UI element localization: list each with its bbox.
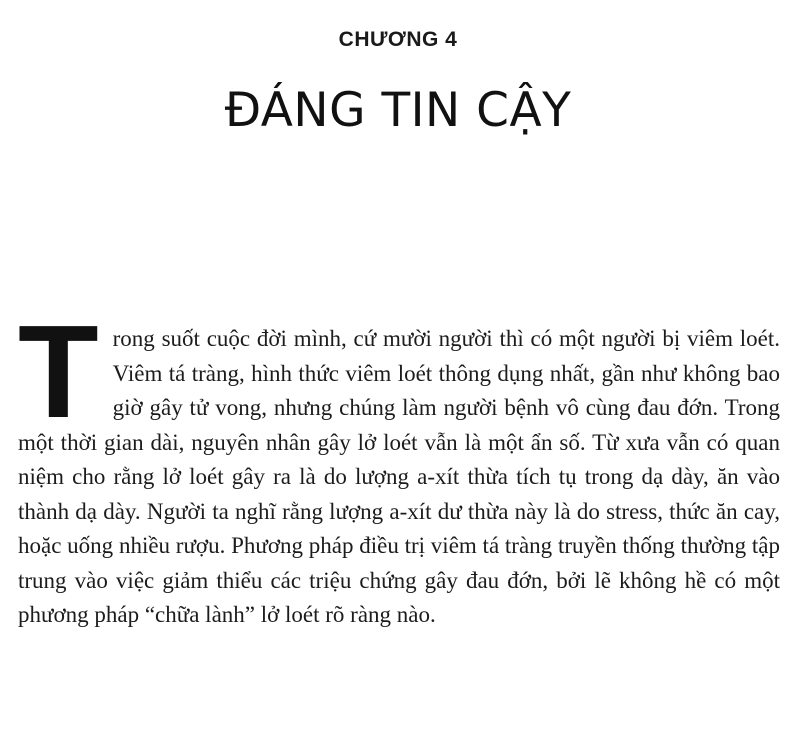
paragraph-text: rong suốt cuộc đời mình, cứ mười người thì có một người bị viêm loét. Viêm tá tràng, hình thức viêm loét thông dụng nhất, gần như không bao giờ gây tử vong, nhưng chúng làm người bệnh vô cùng đau đớn. Trong một thời gian dài, nguyên nhân gây lở loét vẫn là một ẩn số. Từ xưa vẫn có quan niệm cho rằng lở loét gây ra là do lượng a-xít thừa tích tụ trong dạ dày, ăn vào thành dạ dày. Người ta nghĩ rằng lượng a-xít dư thừa này là do stress, thức ăn cay, hoặc uống nhiều rượu. Phương pháp điều trị viêm tá tràng truyền thống thường tập trung vào việc giảm thiểu các triệu chứng gây đau đớn, bởi lẽ không hề có một phương pháp “chữa lành” lở loét rõ ràng nào. — [18, 326, 780, 627]
drop-cap: T — [18, 298, 99, 445]
chapter-title: ĐÁNG TIN CẬY — [224, 83, 572, 138]
body-paragraph — [18, 298, 780, 633]
chapter-number: CHƯƠNG 4 — [338, 28, 458, 51]
